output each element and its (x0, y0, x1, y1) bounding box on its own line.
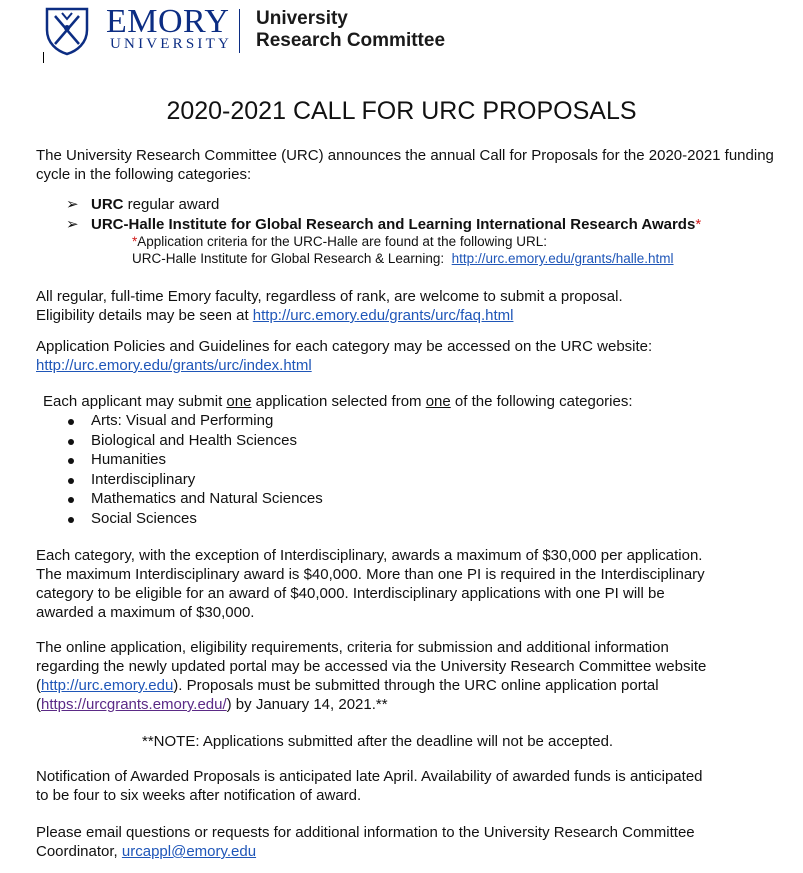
halle-note-asterisk: * (132, 234, 138, 249)
arrowhead-bullet-icon: ➢ (66, 216, 79, 233)
policies-link[interactable]: http://urc.emory.edu/grants/urc/index.html (36, 357, 312, 374)
halle-url-line (132, 251, 772, 267)
contact-line2: Coordinator, (36, 843, 118, 860)
categories-lead-c: of the following categories: (450, 393, 633, 410)
committee-name-line1: University (256, 8, 348, 29)
list-item (66, 411, 323, 431)
policies-text: Application Policies and Guidelines for each category may be accessed on the URC website: (36, 338, 653, 355)
notification-paragraph (36, 767, 776, 805)
online-line3-open: ( (36, 677, 41, 694)
round-bullet-icon (68, 419, 74, 425)
categories-lead (43, 392, 783, 411)
notification-line1: Notification of Awarded Proposals is anticipated late April. Availability of awarded funds is anticipated (36, 768, 703, 785)
categories-lead-one-2: one (425, 393, 451, 410)
award-item-urc (66, 196, 786, 214)
halle-criteria-note (132, 234, 772, 250)
online-line4-open: ( (36, 696, 41, 713)
award-item-urc-rest: regular award (123, 196, 220, 213)
committee-name-line2: Research Committee (256, 30, 446, 51)
categories-lead-a: Each applicant may submit (43, 393, 227, 410)
logo-emory-wordmark: EMORY (106, 3, 230, 40)
list-item (66, 450, 323, 470)
categories-lead-b: application selected from (251, 393, 426, 410)
award-amounts-line2: The maximum Interdisciplinary award is $40,000. More than one PI is required in the Interdisciplinary (36, 566, 705, 583)
online-line3-rest: ). Proposals must be submitted through the URC online application portal (173, 677, 659, 694)
deadline-note: **NOTE: Applications submitted after the deadline will not be accepted. (142, 733, 614, 750)
round-bullet-icon (68, 517, 74, 523)
category-label: Social Sciences (91, 509, 197, 527)
emory-shield-icon (44, 6, 90, 56)
eligibility-paragraph (36, 287, 776, 325)
online-line4-rest: ) by January 14, 2021.** (226, 696, 388, 713)
award-item-halle (66, 216, 786, 234)
categories-lead-one-1: one (226, 393, 252, 410)
online-line1: The online application, eligibility requirements, criteria for submission and additional information (36, 639, 669, 656)
online-line2: regarding the newly updated portal may be accessed via the University Research Committee website (36, 658, 707, 675)
award-item-urc-bold: URC (91, 196, 124, 213)
award-item-halle-bold: URC-Halle Institute for Global Research and Learning International Research Awards (91, 216, 696, 233)
contact-paragraph (36, 823, 776, 861)
logo-university-wordmark: UNIVERSITY (110, 36, 232, 52)
halle-url-label: URC-Halle Institute for Global Research & Learning: (132, 251, 445, 266)
category-label: Interdisciplinary (91, 470, 196, 488)
round-bullet-icon (68, 439, 74, 445)
urc-website-link[interactable]: http://urc.emory.edu (41, 677, 174, 694)
contact-line1: Please email questions or requests for additional information to the University Research Committee (36, 824, 695, 841)
category-label: Humanities (91, 451, 167, 468)
list-item (66, 509, 323, 529)
category-label: Mathematics and Natural Sciences (91, 490, 323, 507)
award-amounts-line3: category to be eligible for an award of $40,000. Interdisciplinary applications with one PI will be (36, 585, 665, 602)
committee-name (256, 8, 445, 52)
coordinator-email-link[interactable]: urcappl@emory.edu (121, 843, 257, 860)
arrowhead-bullet-icon: ➢ (66, 196, 79, 213)
notification-line2: to be four to six weeks after notification of award. (36, 787, 362, 804)
category-list (66, 411, 323, 528)
intro-paragraph: The University Research Committee (URC) announces the annual Call for Proposals for the 2020-2021 funding cycle in the following categories: (36, 147, 774, 183)
category-label: Biological and Health Sciences (91, 431, 297, 449)
award-amounts-line1: Each category, with the exception of Interdisciplinary, awards a maximum of $30,000 per application. (36, 547, 703, 564)
award-amounts-paragraph (36, 546, 776, 622)
award-item-halle-asterisk: * (695, 216, 702, 233)
round-bullet-icon (68, 458, 74, 464)
list-item (66, 470, 323, 490)
round-bullet-icon (68, 497, 74, 503)
round-bullet-icon (68, 478, 74, 484)
list-item (66, 431, 323, 451)
eligibility-line1: All regular, full-time Emory faculty, regardless of rank, are welcome to submit a proposal. (36, 288, 623, 305)
category-label: Arts: Visual and Performing (91, 412, 274, 429)
eligibility-line2: Eligibility details may be seen at (36, 307, 249, 324)
policies-paragraph (36, 337, 776, 375)
logo-divider (239, 9, 240, 53)
halle-note-line1: Application criteria for the URC-Halle are found at the following URL: (137, 234, 547, 249)
faq-link[interactable]: http://urc.emory.edu/grants/urc/faq.html (252, 307, 514, 324)
halle-url-link[interactable]: http://urc.emory.edu/grants/halle.html (451, 251, 674, 266)
urc-portal-link[interactable]: https://urcgrants.emory.edu/ (41, 696, 227, 713)
award-amounts-line4: awarded a maximum of $30,000. (36, 604, 255, 621)
online-application-paragraph (36, 638, 776, 714)
list-item (66, 489, 323, 509)
text-cursor (43, 52, 44, 63)
page-title: 2020-2021 CALL FOR URC PROPOSALS (166, 97, 637, 125)
